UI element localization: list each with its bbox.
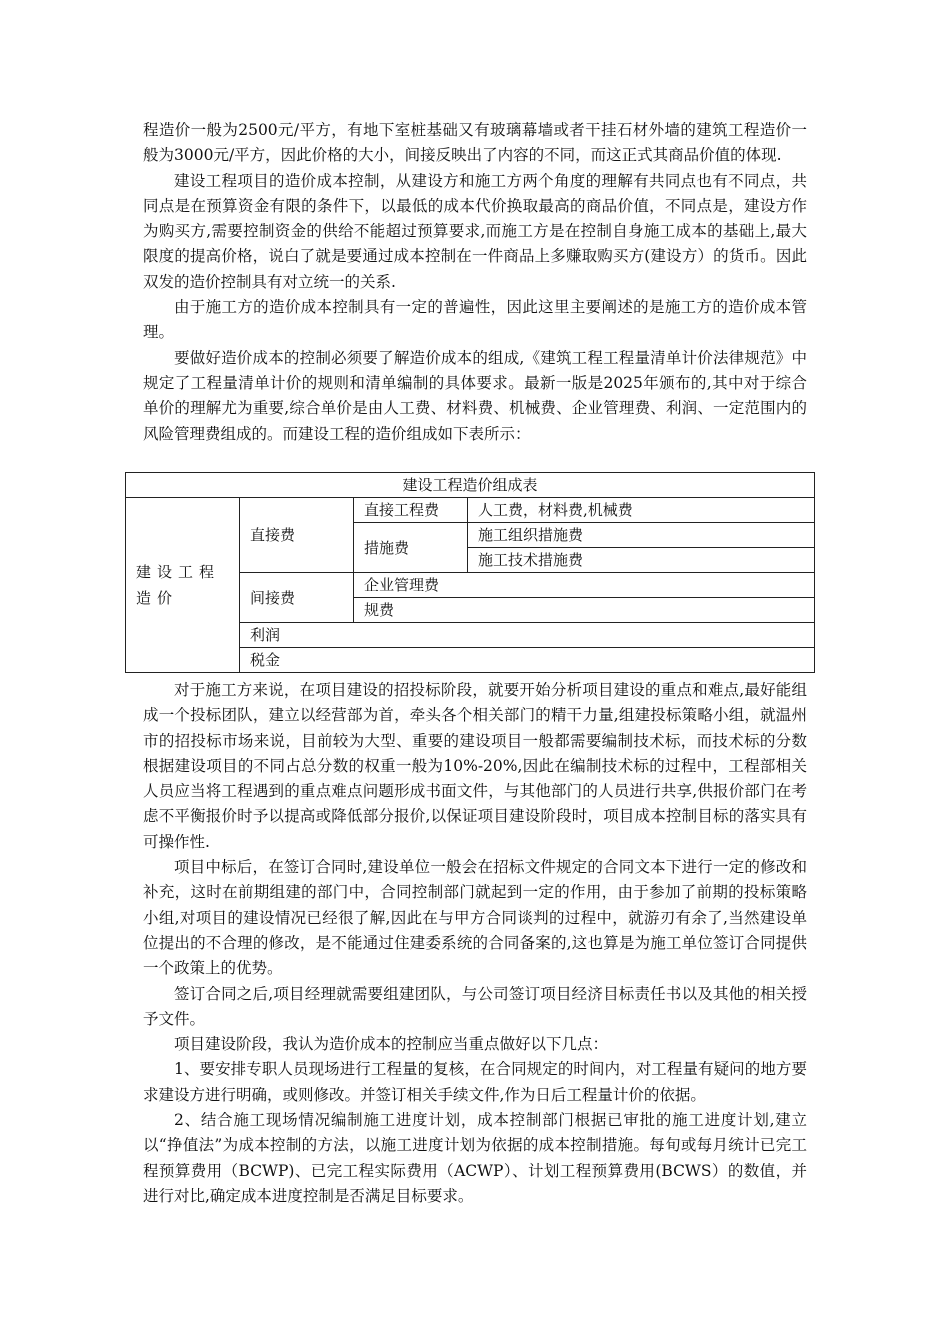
cost-composition-table xyxy=(125,472,815,673)
table-cell-indirect-fees: 规费 xyxy=(354,598,815,623)
table-cell-direct: 直接费 xyxy=(240,498,354,573)
paragraph: 2、结合施工现场情况编制施工进度计划，成本控制部门根据已审批的施工进度计划,建立以“挣值法”为成本控制的方法，以施工进度计划为依据的成本控制措施。每旬或每月统计已完工程预算费用（BCWP)、已完工程实际费用（ACWP）、计划工程预算费用(BCWS）的数值，并进行对比,确定成本进度控制是否满足目标要求。 xyxy=(143,1111,807,1205)
table-cell-measures-org: 施工组织措施费 xyxy=(468,523,815,548)
table-row xyxy=(126,473,815,498)
table-cell-measures-tech: 施工技术措施费 xyxy=(468,548,815,573)
table-cell-direct-engineering: 直接工程费 xyxy=(354,498,468,523)
table-cell-indirect: 间接费 xyxy=(240,573,354,623)
paragraph: 项目中标后，在签订合同时,建设单位一般会在招标文件规定的合同文本下进行一定的修改和补充，这时在前期组建的部门中，合同控制部门就起到一定的作用，由于参加了前期的投标策略小组,对项目的建设情况已经很了解,因此在与甲方合同谈判的过程中，就游刃有余了,当然建设单位提出的不合理的修改，是不能通过住建委系统的合同备案的,这也算是为施工单位签订合同提供一个政策上的优势。 xyxy=(143,858,807,978)
body-text-top xyxy=(143,118,807,447)
body-text-bottom xyxy=(143,678,807,1209)
paragraph: 由于施工方的造价成本控制具有一定的普遍性，因此这里主要阐述的是施工方的造价成本管理。 xyxy=(143,298,807,342)
table-root-cell: 建设工程造价 xyxy=(126,498,240,673)
paragraph: 要做好造价成本的控制必须要了解造价成本的组成,《建筑工程工程量清单计价法律规范》中规定了工程量清单计价的规则和清单编制的具体要求。最新一版是2025年颁布的,其中对于综合单价的理解尤为重要,综合单价是由人工费、材料费、机械费、企业管理费、利润、一定范围内的风险管理费组成的。而建设工程的造价组成如下表所示： xyxy=(143,348,807,443)
paragraph: 1、要安排专职人员现场进行工程量的复核，在合同规定的时间内，对工程量有疑问的地方要求建设方进行明确，或则修改。并签订相关手续文件,作为日后工程量计价的依据。 xyxy=(143,1060,807,1104)
table-cell-tax: 税金 xyxy=(240,648,815,673)
paragraph: 程造价一般为2500元/平方，有地下室桩基础又有玻璃幕墙或者干挂石材外墙的建筑工程造价一般为3000元/平方，因此价格的大小，间接反映出了内容的不同，而这正式其商品价值的体现. xyxy=(143,121,807,165)
table-cell-direct-engineering-items: 人工费，材料费,机械费 xyxy=(468,498,815,523)
paragraph: 建设工程项目的造价成本控制，从建设方和施工方两个角度的理解有共同点也有不同点，共同点是在预算资金有限的条件下，以最低的成本代价换取最高的商品价值，不同点是，建设方作为购买方,需要控制资金的供给不能超过预算要求,而施工方是在控制自身施工成本的基础上,最大限度的提高价格，说白了就是要通过成本控制在一件商品上多赚取购买方(建设方）的货币。因此双发的造价控制具有对立统一的关系. xyxy=(143,171,807,291)
table-cell-measures: 措施费 xyxy=(354,523,468,573)
table-title: 建设工程造价组成表 xyxy=(126,473,815,498)
paragraph: 对于施工方来说，在项目建设的招投标阶段，就要开始分析项目建设的重点和难点,最好能组成一个投标团队，建立以经营部为首，牵头各个相关部门的精干力量,组建投标策略小组，就温州市的招投标市场来说，目前较为大型、重要的建设项目一般都需要编制技术标，而技术标的分数根据建设项目的不同占总分数的权重一般为10%-20%,因此在编制技术标的过程中，工程部相关人员应当将工程遇到的重点难点问题形成书面文件，与其他部门的人员进行共享,供报价部门在考虑不平衡报价时予以提高或降低部分报价,以保证项目建设阶段时，项目成本控制目标的落实具有可操作性. xyxy=(143,681,807,851)
paragraph: 签订合同之后,项目经理就需要组建团队，与公司签订项目经济目标责任书以及其他的相关授予文件。 xyxy=(143,984,807,1028)
paragraph: 项目建设阶段，我认为造价成本的控制应当重点做好以下几点： xyxy=(174,1035,609,1054)
table-cell-profit: 利润 xyxy=(240,623,815,648)
table-row xyxy=(126,498,815,523)
table-cell-indirect-mgmt: 企业管理费 xyxy=(354,573,815,598)
